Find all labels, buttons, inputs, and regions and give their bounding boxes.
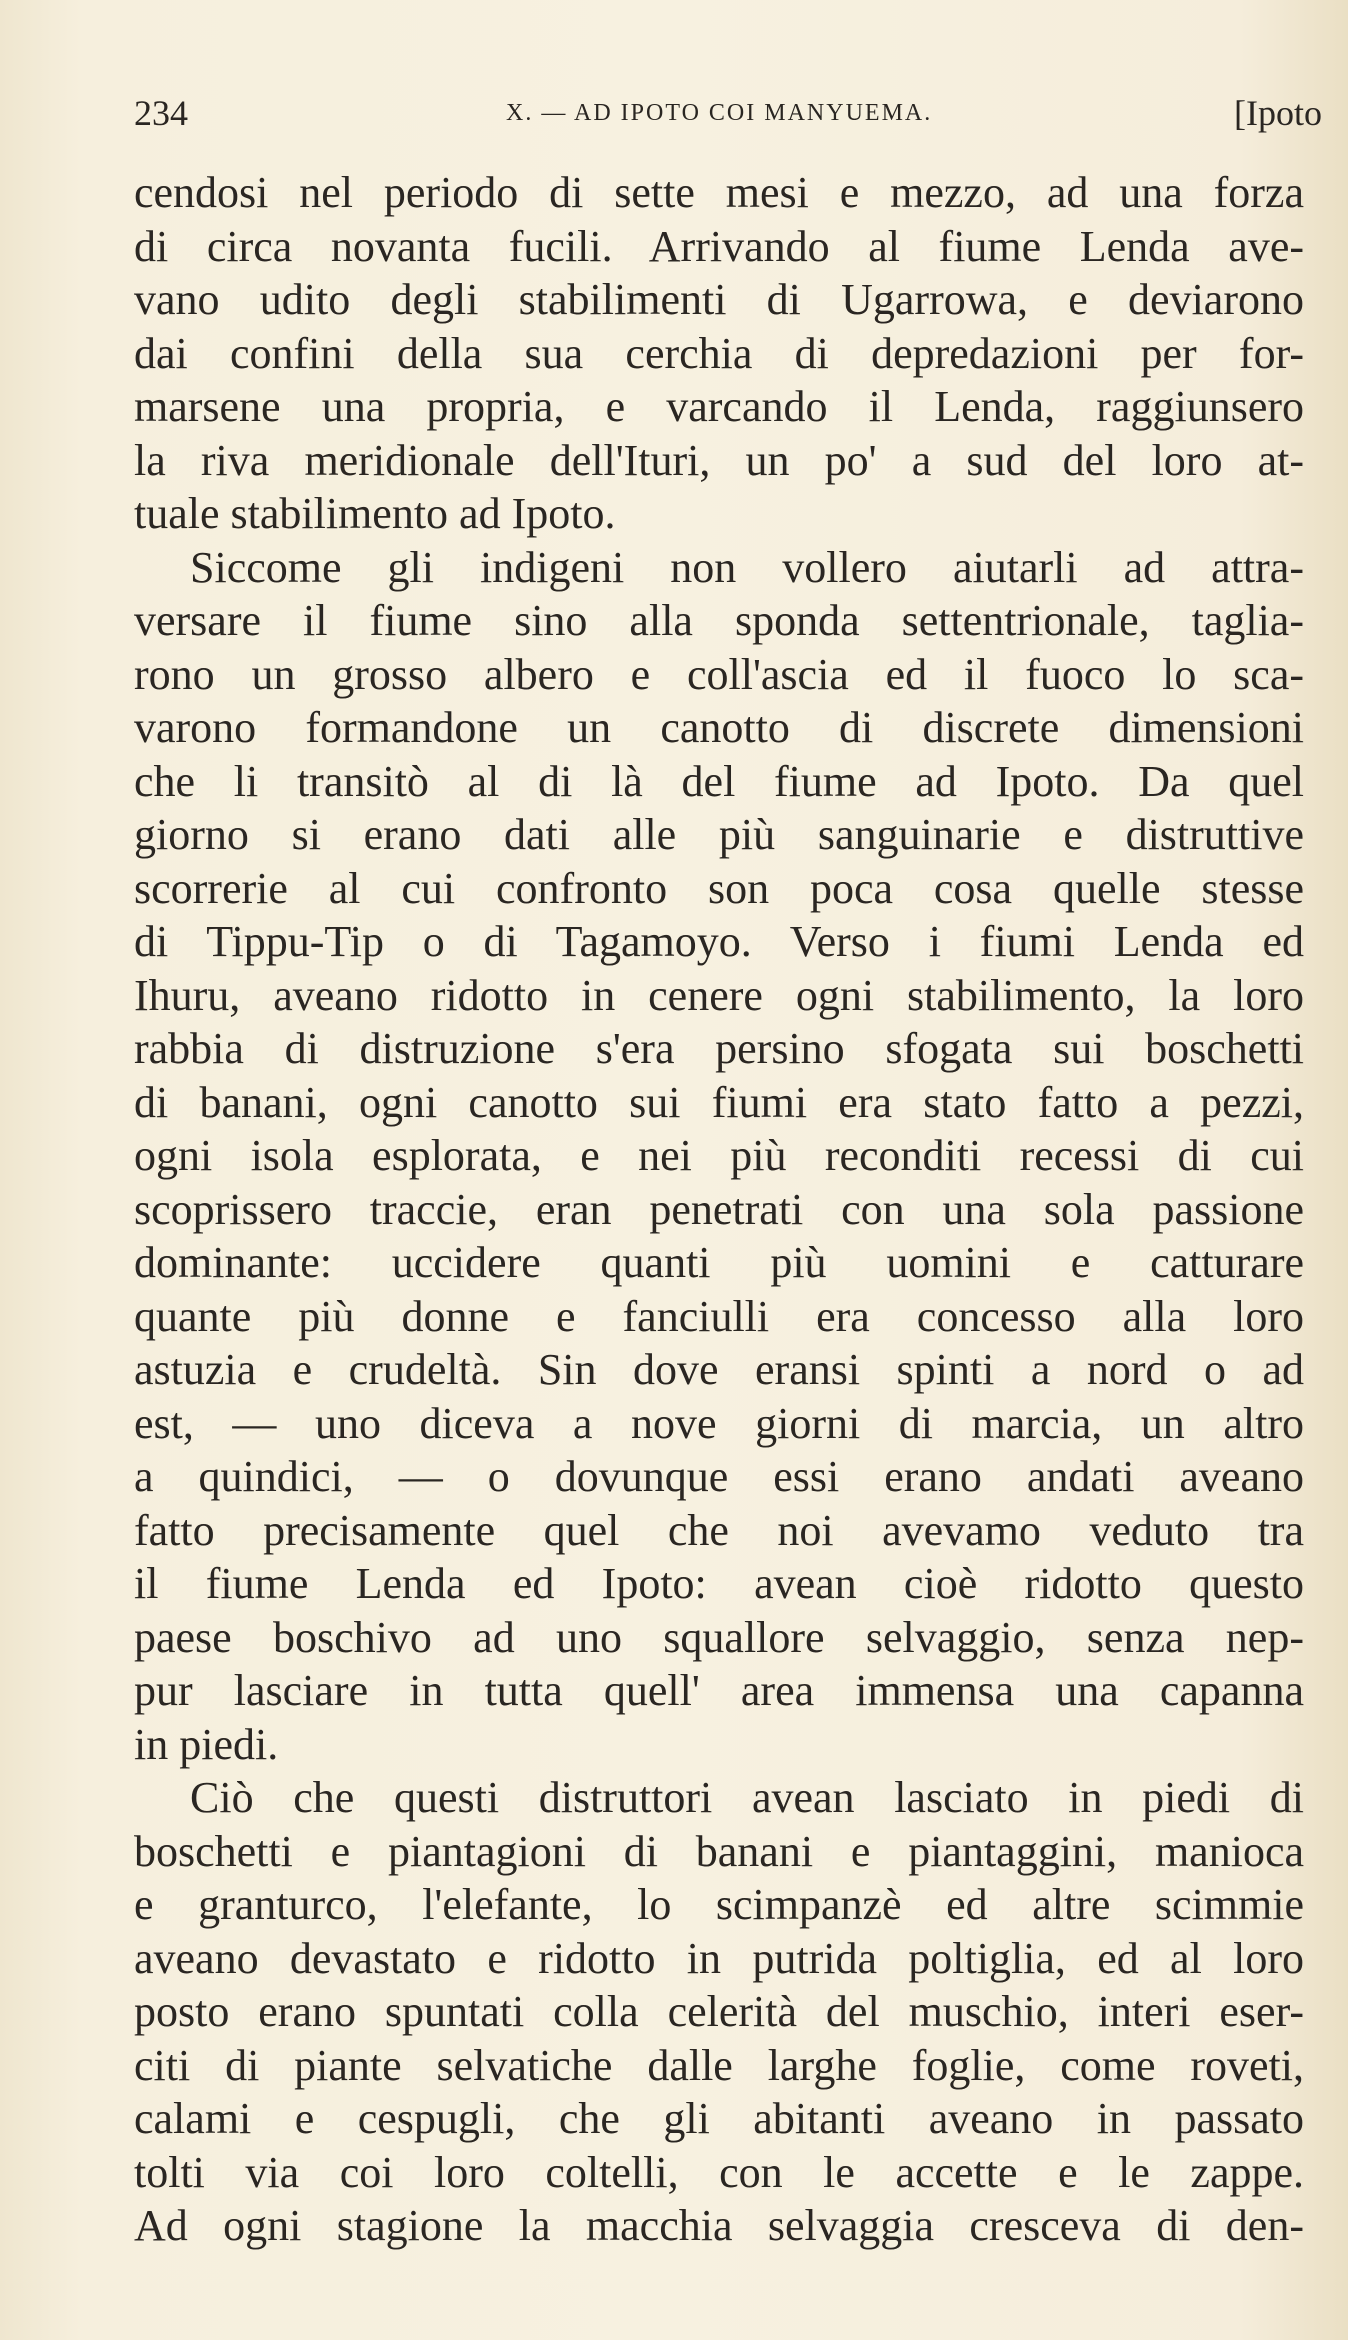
- text-line: Ihuru, aveano ridotto in cenere ogni stabilimento, la loro: [134, 970, 1304, 1020]
- text-line: Ciò che questi distruttori avean lasciato in piedi di: [190, 1773, 1304, 1822]
- text-line: di banani, ogni canotto sui fiumi era stato fatto a pezzi,: [134, 1077, 1304, 1127]
- text-line: versare il fiume sino alla sponda settentrionale, taglia-: [134, 596, 1304, 645]
- text-line: Ad ogni stagione la macchia selvaggia cresceva di den-: [134, 2201, 1304, 2250]
- text-line: giorno si erano dati alle più sanguinarie e distruttive: [134, 810, 1304, 859]
- text-line: posto erano spuntati colla celerità del muschio, interi eser-: [134, 1987, 1304, 2036]
- text-line: est, — uno diceva a nove giorni di marcia, un altro: [134, 1398, 1304, 1448]
- running-header: [134, 92, 1322, 142]
- running-title: X. — AD IPOTO COI MANYUEMA.: [506, 100, 933, 126]
- text-line: paese boschivo ad uno squallore selvaggio, senza nep-: [134, 1612, 1304, 1662]
- text-line: ogni isola esplorata, e nei più reconditi recessi di cui: [134, 1131, 1304, 1180]
- text-line: che li transitò al di là del fiume ad Ipoto. Da quel: [134, 756, 1304, 806]
- text-line: la riva meridionale dell'Ituri, un po' a sud del loro at-: [134, 435, 1304, 485]
- text-line: scorrerie al cui confronto son poca cosa quelle stesse: [134, 863, 1304, 913]
- text-line: quante più donne e fanciulli era concesso alla loro: [134, 1291, 1304, 1341]
- text-line: dai confini della sua cerchia di depredazioni per for-: [134, 328, 1304, 378]
- text-line: in piedi.: [134, 1719, 279, 1769]
- text-line: scoprissero traccie, eran penetrati con una sola passione: [134, 1184, 1304, 1234]
- text-line: aveano devastato e ridotto in putrida poltiglia, ed al loro: [134, 1933, 1304, 1983]
- text-line: a quindici, — o dovunque essi erano andati aveano: [134, 1452, 1304, 1501]
- text-line: e granturco, l'elefante, lo scimpanzè ed altre scimmie: [134, 1880, 1304, 1929]
- text-line: il fiume Lenda ed Ipoto: avean cioè ridotto questo: [134, 1559, 1304, 1608]
- text-line: di Tippu-Tip o di Tagamoyo. Verso i fiumi Lenda ed: [134, 917, 1304, 966]
- text-line: dominante: uccidere quanti più uomini e catturare: [134, 1238, 1304, 1287]
- text-line: rabbia di distruzione s'era persino sfogata sui boschetti: [134, 1024, 1304, 1073]
- text-line: rono un grosso albero e coll'ascia ed il fuoco lo sca-: [134, 649, 1304, 699]
- text-line: tolti via coi loro coltelli, con le accette e le zappe.: [134, 2147, 1304, 2197]
- text-line: astuzia e crudeltà. Sin dove eransi spinti a nord o ad: [134, 1345, 1304, 1394]
- page-number: 234: [134, 93, 188, 133]
- text-line: calami e cespugli, che gli abitanti aveano in passato: [134, 2094, 1304, 2143]
- text-line: varono formandone un canotto di discrete dimensioni: [134, 703, 1304, 752]
- section-marker: [Ipoto: [1234, 93, 1322, 133]
- text-line: boschetti e piantagioni di banani e piantaggini, manioca: [134, 1826, 1304, 1876]
- text-line: marsene una propria, e varcando il Lenda, raggiunsero: [134, 382, 1304, 431]
- text-line: cendosi nel periodo di sette mesi e mezzo, ad una forza: [134, 168, 1304, 217]
- text-line: vano udito degli stabilimenti di Ugarrowa, e deviarono: [134, 275, 1304, 324]
- text-line: citi di piante selvatiche dalle larghe foglie, come roveti,: [134, 2040, 1304, 2090]
- text-line: Siccome gli indigeni non vollero aiutarli ad attra-: [190, 542, 1304, 592]
- body-text: [134, 166, 1304, 2253]
- text-line: di circa novanta fucili. Arrivando al fiume Lenda ave-: [134, 221, 1304, 271]
- text-line: pur lasciare in tutta quell' area immensa una capanna: [134, 1666, 1304, 1715]
- text-line: tuale stabilimento ad Ipoto.: [134, 489, 616, 538]
- text-line: fatto precisamente quel che noi avevamo veduto tra: [134, 1505, 1304, 1555]
